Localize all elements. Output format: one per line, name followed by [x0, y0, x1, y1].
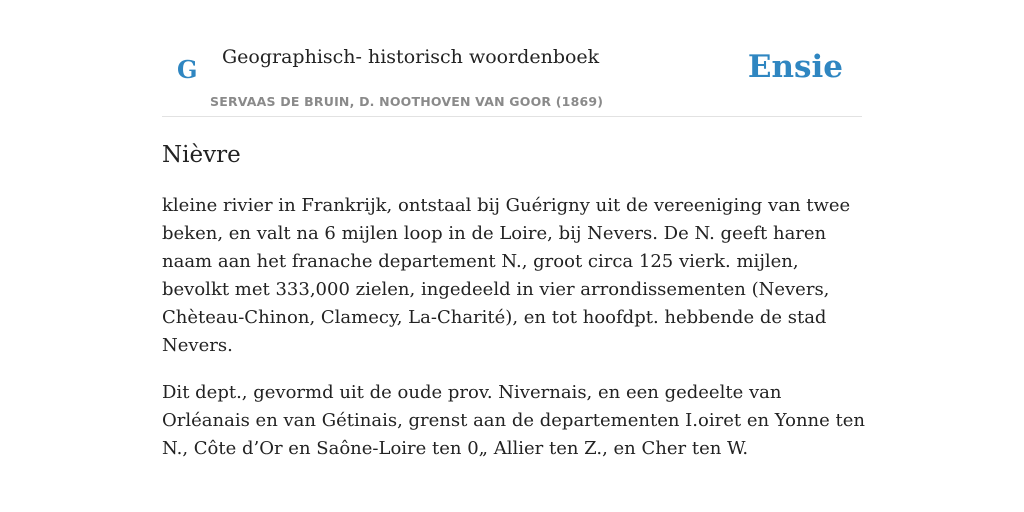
dictionary-logo[interactable]: G	[177, 55, 198, 84]
entry-paragraph: kleine rivier in Frankrijk, ontstaal bij Guérigny uit de vereeniging van twee beken, en valt na 6 mijlen loop in de Loire, bij Nevers. De N. geeft haren naam aan het franache departement N., groot circa 125 vierk. mijlen, bevolkt met 333,000 zielen, ingedeeld in vier arrondissementen (Nevers, Chèteau-Chinon, Clamecy, La-Charité), en tot hoofdpt. hebbende de stad Nevers.	[162, 195, 851, 356]
dictionary-author: SERVAAS DE BRUIN, D. NOOTHOVEN VAN GOOR (1869)	[210, 94, 604, 109]
dictionary-title-link[interactable]: Geographisch- historisch woordenboek	[222, 46, 600, 68]
dictionary-header	[162, 0, 862, 117]
entry-paragraph: Dit dept., gevormd uit de oude prov. Nivernais, en een gedeelte van Orléanais en van Gétinais, grenst aan de departementen I.oiret en Yonne ten N., Côte d’Or en Saône-Loire ten 0„ Allier ten Z., en Cher ten W.	[162, 382, 865, 459]
page-content	[162, 0, 865, 463]
entry-title: Nièvre	[162, 142, 241, 168]
ensie-logo[interactable]: Ensie	[747, 49, 843, 85]
